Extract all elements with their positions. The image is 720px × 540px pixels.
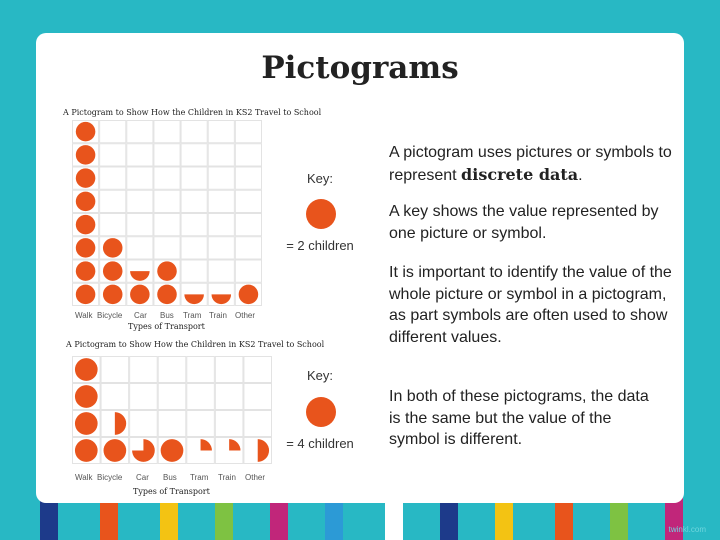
- x-label-bicycle: Bicycle: [97, 311, 123, 320]
- grid-cell: [244, 384, 272, 410]
- grid-cell: [208, 237, 234, 259]
- symbol-bus-full: [157, 261, 177, 281]
- grid-cell: [215, 411, 243, 437]
- grid-cell: [127, 167, 153, 189]
- symbol-walk-full: [76, 122, 96, 142]
- symbol-walk-full: [76, 261, 96, 281]
- symbol-walk-full: [76, 285, 96, 305]
- grid-cell: [154, 190, 180, 212]
- grid-cell: [208, 144, 234, 166]
- grid-cell: [208, 260, 234, 282]
- symbol-bus-full: [157, 285, 177, 305]
- grid-cell: [127, 144, 153, 166]
- symbol-walk-full: [76, 168, 96, 188]
- slide-title: Pictograms: [261, 50, 459, 86]
- x-label-bicycle: Bicycle: [97, 473, 123, 482]
- grid-cell: [235, 121, 261, 143]
- grid-cell: [187, 357, 215, 383]
- grid-cell: [101, 384, 129, 410]
- grid-cell: [181, 121, 207, 143]
- grid-cell: [187, 411, 215, 437]
- chart-1-x-axis-title: Types of Transport: [128, 322, 205, 331]
- grid-cell: [208, 214, 234, 236]
- x-label-bus: Bus: [160, 311, 174, 320]
- x-label-train: Train: [218, 473, 236, 482]
- grid-cell: [208, 190, 234, 212]
- symbol-tram-part: [184, 294, 204, 304]
- grid-cell: [235, 237, 261, 259]
- chart-2-x-axis-title: Types of Transport: [133, 487, 210, 496]
- grid-cell: [154, 167, 180, 189]
- grid-cell: [181, 190, 207, 212]
- grid-cell: [208, 121, 234, 143]
- grid-cell: [181, 237, 207, 259]
- symbol-other-full: [239, 285, 259, 305]
- grid-cell: [235, 144, 261, 166]
- grid-cell: [158, 411, 186, 437]
- symbol-walk-full: [75, 439, 98, 462]
- chart-2-key-circle: [306, 397, 336, 427]
- symbol-walk-full: [76, 215, 96, 235]
- grid-cell: [244, 411, 272, 437]
- x-label-other: Other: [235, 311, 256, 320]
- paragraph-definition-text: A pictogram uses pictures or symbols to represent: [389, 144, 672, 184]
- grid-cell: [235, 190, 261, 212]
- symbol-walk-full: [75, 412, 98, 435]
- paragraph-comparison: In both of these pictograms, the data is the same but the value of the symbol is different.: [389, 388, 649, 448]
- grid-cell: [181, 214, 207, 236]
- paragraph-definition: [389, 142, 684, 186]
- chart-1-key-label: Key:: [306, 171, 333, 186]
- grid-cell: [158, 357, 186, 383]
- grid-cell: [215, 357, 243, 383]
- grid-cell: [215, 384, 243, 410]
- x-label-other: Other: [245, 473, 266, 482]
- symbol-bicycle-full: [103, 285, 123, 305]
- symbol-car-part: [132, 439, 155, 462]
- grid-cell: [101, 357, 129, 383]
- symbol-bicycle-full: [104, 439, 127, 462]
- grid-cell: [181, 260, 207, 282]
- grid-cell: [130, 384, 158, 410]
- x-label-tram: Tram: [183, 311, 202, 320]
- chart-2-key-value: = 4 children: [286, 436, 354, 451]
- x-label-tram: Tram: [190, 473, 209, 482]
- grid-cell: [154, 121, 180, 143]
- grid-cell: [127, 214, 153, 236]
- grid-cell: [235, 260, 261, 282]
- x-label-car: Car: [136, 473, 149, 482]
- symbol-walk-full: [75, 385, 98, 408]
- grid-cell: [235, 167, 261, 189]
- chart-2-key-label: Key:: [306, 368, 333, 383]
- chart-2-title: A Pictogram to Show How the Children in KS2 Travel to School: [66, 340, 325, 349]
- paragraph-key: A key shows the value represented by one picture or symbol.: [389, 203, 659, 242]
- chart-1-key-value: = 2 children: [286, 238, 354, 253]
- chart-2-grid: [72, 356, 272, 464]
- grid-cell: [100, 144, 126, 166]
- symbol-walk-full: [76, 238, 96, 258]
- symbol-walk-full: [75, 358, 98, 381]
- term-discrete-data: discrete data: [461, 164, 579, 184]
- symbol-train-part: [229, 439, 240, 450]
- symbol-walk-full: [76, 145, 96, 165]
- grid-cell: [154, 214, 180, 236]
- grid-cell: [235, 214, 261, 236]
- grid-cell: [100, 167, 126, 189]
- x-label-walk: Walk: [75, 311, 93, 320]
- paragraph-definition-end: .: [578, 166, 583, 184]
- grid-cell: [187, 384, 215, 410]
- paragraph-part-symbols: It is important to identify the value of the whole picture or symbol in a pictogram, as part symbols are often used to show different values.: [389, 264, 672, 346]
- chart-2-key-symbol: [305, 396, 337, 428]
- grid-cell: [100, 121, 126, 143]
- symbol-bicycle-full: [103, 261, 123, 281]
- grid-cell: [130, 411, 158, 437]
- grid-cell: [127, 121, 153, 143]
- grid-cell: [154, 237, 180, 259]
- symbol-bicycle-full: [103, 238, 123, 258]
- symbol-tram-part: [201, 439, 212, 450]
- x-label-bus: Bus: [163, 473, 177, 482]
- grid-cell: [181, 167, 207, 189]
- chart-1-title: A Pictogram to Show How the Children in KS2 Travel to School: [63, 108, 322, 117]
- grid-cell: [100, 214, 126, 236]
- symbol-other-part: [258, 439, 269, 462]
- grid-cell: [181, 144, 207, 166]
- x-label-walk: Walk: [75, 473, 93, 482]
- symbol-bicycle-part: [115, 412, 126, 435]
- grid-cell: [158, 384, 186, 410]
- grid-cell: [127, 237, 153, 259]
- grid-cell: [208, 167, 234, 189]
- grid-cell: [127, 190, 153, 212]
- grid-cell: [244, 357, 272, 383]
- watermark: twinkl.com: [668, 525, 706, 534]
- grid-cell: [130, 357, 158, 383]
- grid-cell: [154, 144, 180, 166]
- chart-1-grid: [72, 120, 262, 306]
- chart-1-key-circle: [306, 199, 336, 229]
- symbol-car-full: [130, 285, 150, 305]
- symbol-train-part: [212, 294, 232, 304]
- grid-cell: [100, 190, 126, 212]
- x-label-train: Train: [209, 311, 227, 320]
- symbol-car-part: [130, 271, 150, 281]
- chart-1-key-symbol: [305, 198, 337, 230]
- x-label-car: Car: [134, 311, 147, 320]
- symbol-bus-full: [161, 439, 184, 462]
- symbol-walk-full: [76, 192, 96, 212]
